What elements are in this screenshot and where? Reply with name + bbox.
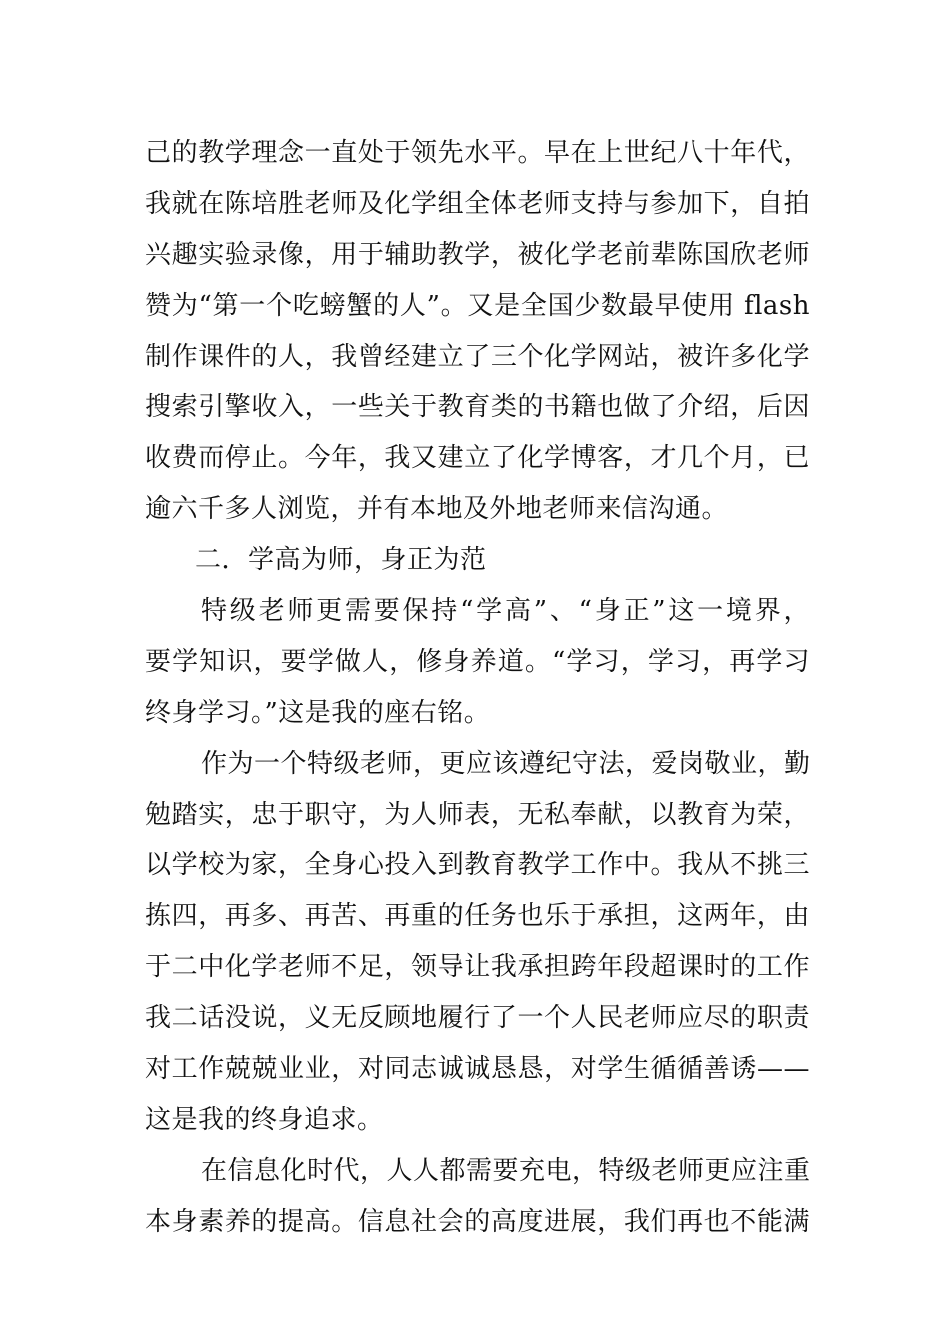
text-line: 在信息化时代，人人都需要充电，特级老师更应注重 xyxy=(201,1155,811,1186)
text-line: 本身素养的提高。信息社会的高度进展，我们再也不能满 xyxy=(145,1206,810,1237)
text-line: 终身学习。”这是我的座右铭。 xyxy=(145,697,491,728)
text-line: 特级老师更需要保持“学高”、“身正”这一境界， xyxy=(201,596,810,627)
text-line: 要学知识，要学做人，修身养道。“学习，学习，再学习 xyxy=(145,646,810,677)
text-line: 作为一个特级老师，更应该遵纪守法，爱岗敬业，勤 xyxy=(201,748,811,779)
text-line: 制作课件的人，我曾经建立了三个化学网站，被许多化学 xyxy=(145,341,810,372)
text-line: 逾六千多人浏览，并有本地及外地老师来信沟通。 xyxy=(145,494,729,525)
text-line: 这是我的终身追求。 xyxy=(145,1104,384,1135)
document-body xyxy=(145,128,810,1248)
text-line: 于二中化学老师不足，领导让我承担跨年段超课时的工作 xyxy=(145,952,810,983)
text-line: 赞为“第一个吃螃蟹的人”。又是全国少数最早使用 flash xyxy=(145,290,810,321)
text-line: 以学校为家，全身心投入到教育教学工作中。我从不挑三 xyxy=(145,850,810,881)
paragraph xyxy=(145,739,810,1146)
text-line: 对工作兢兢业业，对同志诚诚恳恳，对学生循循善诱—— xyxy=(145,1054,810,1085)
text-line: 搜索引擎收入，一些关于教育类的书籍也做了介绍，后因 xyxy=(145,392,810,423)
text-line: 勉踏实，忠于职守，为人师表，无私奉献，以教育为荣， xyxy=(145,799,810,830)
paragraph xyxy=(145,586,810,739)
paragraph xyxy=(145,1146,810,1248)
section-heading xyxy=(145,535,810,586)
text-line: 己的教学理念一直处于领先水平。早在上世纪八十年代， xyxy=(145,138,810,168)
text-line: 拣四，再多、再苦、再重的任务也乐于承担，这两年，由 xyxy=(145,901,810,932)
text-line: 收费而停止。今年，我又建立了化学博客，才几个月，已 xyxy=(145,443,810,474)
text-line: 我二话没说，义无反顾地履行了一个人民老师应尽的职责 xyxy=(145,1003,810,1034)
text-line: 我就在陈培胜老师及化学组全体老师支持与参加下，自拍 xyxy=(145,188,810,219)
paragraph xyxy=(145,128,810,535)
section-heading-text: 二．学高为师，身正为范 xyxy=(195,545,487,576)
text-line: 兴趣实验录像，用于辅助教学，被化学老前辈陈国欣老师 xyxy=(145,239,810,270)
